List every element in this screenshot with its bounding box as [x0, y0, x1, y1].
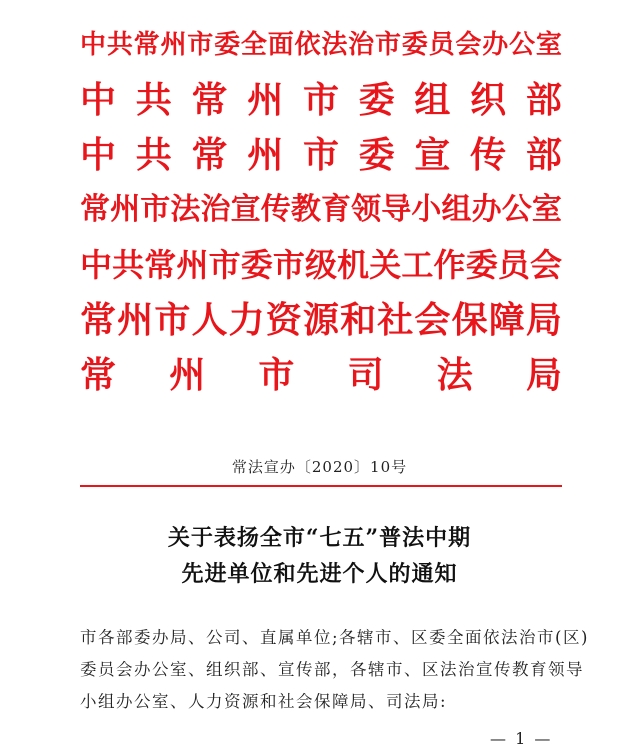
- document-title-line-1: 关于表扬全市“七五”普法中期: [167, 525, 472, 551]
- issuer-character: 人: [191, 299, 228, 341]
- issuer-character: 常: [144, 246, 177, 284]
- issuer-character: 州: [247, 79, 284, 121]
- issuer-character: 市: [258, 354, 295, 396]
- issuer-character: 常: [191, 134, 228, 176]
- issuer-character: 关: [369, 246, 402, 284]
- issuer-character: 市: [272, 246, 305, 284]
- issuer-character: 组: [441, 192, 472, 227]
- issuer-character: 教: [290, 192, 321, 227]
- red-separator-line: [80, 485, 562, 487]
- issuer-line: [80, 77, 562, 123]
- issuer-character: 州: [110, 192, 141, 227]
- issuer-line: [80, 242, 562, 288]
- issuer-character: 作: [433, 246, 466, 284]
- issuer-character: 会: [529, 246, 562, 284]
- issuer-character: 保: [451, 299, 488, 341]
- issuer-character: 依: [294, 30, 321, 60]
- issuer-character: 共: [106, 30, 133, 60]
- issuer-character: 常: [80, 299, 117, 341]
- issuer-character: 委: [401, 30, 428, 60]
- issuer-character: 工: [401, 246, 434, 284]
- issuer-character: 宣: [230, 192, 261, 227]
- body-text-line: 小组办公室、人力资源和社会保障局、司法局:: [80, 692, 448, 711]
- issuer-character: 市: [302, 134, 339, 176]
- issuer-character: 市: [302, 79, 339, 121]
- issuer-character: 社: [377, 299, 414, 341]
- issuer-character: 办: [482, 30, 509, 60]
- issuer-character: 资: [265, 299, 302, 341]
- issuer-character: 委: [358, 79, 395, 121]
- document-number: 常法宣办〔2020〕10号: [231, 458, 408, 476]
- issuer-character: 公: [501, 192, 532, 227]
- issuer-character: 委: [214, 30, 241, 60]
- issuer-character: 全: [240, 30, 267, 60]
- issuer-character: 源: [302, 299, 339, 341]
- issuer-character: 会: [455, 30, 482, 60]
- issuer-character: 市: [374, 30, 401, 60]
- issuer-character: 市: [154, 299, 191, 341]
- issuer-character: 州: [176, 246, 209, 284]
- issuer-character: 市: [208, 246, 241, 284]
- issuer-character: 委: [240, 246, 273, 284]
- issuer-character: 部: [525, 134, 562, 176]
- issuer-character: 州: [160, 30, 187, 60]
- issuer-character: 会: [414, 299, 451, 341]
- issuer-character: 机: [337, 246, 370, 284]
- issuer-character: 中: [80, 134, 117, 176]
- issuer-character: 员: [428, 30, 455, 60]
- body-text-line: 委员会办公室、组织部、宣传部，各辖市、区法治宣传教育领导: [80, 660, 584, 679]
- issuer-character: 室: [531, 192, 562, 227]
- issuer-character: 中: [80, 246, 113, 284]
- issuer-character: 委: [465, 246, 498, 284]
- issuer-character: 面: [267, 30, 294, 60]
- issuer-character: 常: [80, 354, 117, 396]
- document-title-line-2: 先进单位和先进个人的通知: [181, 561, 458, 587]
- issuer-character: 员: [497, 246, 530, 284]
- issuer-character: 法: [436, 354, 473, 396]
- issuer-character: 办: [471, 192, 502, 227]
- issuer-character: 司: [347, 354, 384, 396]
- issuer-line: [80, 352, 562, 398]
- issuer-character: 小: [411, 192, 442, 227]
- issuer-character: 级: [304, 246, 337, 284]
- issuer-character: 共: [112, 246, 145, 284]
- issuer-character: 领: [351, 192, 382, 227]
- issuer-character: 治: [348, 30, 375, 60]
- issuer-character: 常: [133, 30, 160, 60]
- issuer-character: 障: [488, 299, 525, 341]
- issuer-character: 共: [135, 134, 172, 176]
- issuer-character: 市: [140, 192, 171, 227]
- issuer-character: 市: [187, 30, 214, 60]
- issuer-character: 织: [470, 79, 507, 121]
- issuer-character: 和: [340, 299, 377, 341]
- issuer-character: 中: [80, 79, 117, 121]
- body-text-line: 市各部委办局、公司、直属单位;各辖市、区委全面依法治市(区): [80, 628, 589, 647]
- issuer-character: 公: [509, 30, 536, 60]
- issuer-character: 导: [381, 192, 412, 227]
- issuer-character: 州: [169, 354, 206, 396]
- issuer-line: [80, 22, 562, 68]
- issuer-line: [80, 187, 562, 233]
- issuer-line: [80, 297, 562, 343]
- issuer-character: 组: [414, 79, 451, 121]
- issuer-character: 传: [260, 192, 291, 227]
- issuer-character: 局: [525, 299, 562, 341]
- issuer-character: 州: [247, 134, 284, 176]
- issuer-character: 法: [170, 192, 201, 227]
- issuer-character: 法: [321, 30, 348, 60]
- issuer-character: 共: [135, 79, 172, 121]
- issuer-character: 常: [80, 192, 110, 227]
- issuer-line: [80, 132, 562, 178]
- issuer-character: 局: [525, 354, 562, 396]
- issuer-character: 中: [80, 30, 107, 60]
- issuer-character: 室: [535, 30, 562, 60]
- page-number: — 1 —: [490, 729, 553, 748]
- issuer-character: 常: [191, 79, 228, 121]
- issuer-character: 州: [117, 299, 154, 341]
- issuer-character: 委: [358, 134, 395, 176]
- issuer-character: 育: [321, 192, 351, 227]
- issuer-character: 宣: [414, 134, 451, 176]
- issuer-character: 部: [525, 79, 562, 121]
- issuer-character: 治: [200, 192, 231, 227]
- issuer-character: 力: [228, 299, 265, 341]
- issuer-character: 传: [470, 134, 507, 176]
